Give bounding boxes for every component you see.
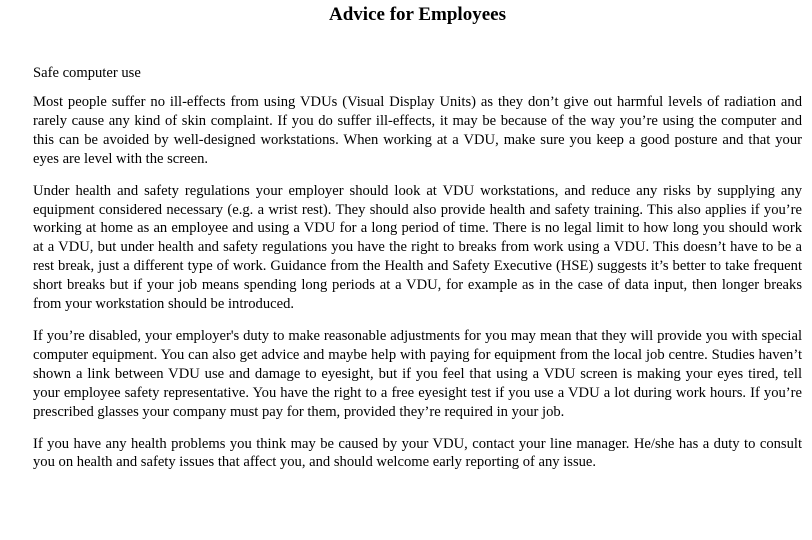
paragraph-regulations: Under health and safety regulations your employer should look at VDU workstations, and reduce any risks by supplying any equipment considered necessary (e.g. a wrist rest). They should also provide health and safety training. This also applies if you’re working at home as an employee and using a VDU for a long period of time. There is no legal limit to how long you should work at a VDU, but under health and safety regulations you have the right to breaks from work using a VDU. This doesn’t have to be a rest break, just a different type of work. Guidance from the Health and Safety Executive (HSE) suggests it’s better to take frequent short breaks but if your job means spending long periods at a VDU, for example as in the case of data input, then longer breaks from your workstation should be introduced. (33, 182, 802, 313)
paragraph-vdu-effects: Most people suffer no ill-effects from using VDUs (Visual Display Units) as they don’t give out harmful levels of radiation and rarely cause any kind of skin complaint. If you do suffer ill-effects, it may be because of the way you’re using the computer and this can be avoided by well-designed workstations. When working at a VDU, make sure you keep a good posture and that your eyes are level with the screen. (33, 94, 802, 167)
document-title: Advice for Employees (329, 4, 506, 25)
paragraph-disabled: If you’re disabled, your employer's duty to make reasonable adjustments for you may mean that they will provide you with special computer equipment. You can also get advice and maybe help with paying for equipment from the local job centre. Studies haven’t shown a link between VDU use and damage to eyesight, but if you feel that using a VDU screen is making your eyes tired, tell your employee safety representative. You have the right to a free eyesight test if you use a VDU a lot during work hours. If you’re prescribed glasses your company must pay for them, provided they’re required in your job. (33, 327, 802, 420)
paragraph-health-problems: If you have any health problems you think may be caused by your VDU, contact your line manager. He/she has a duty to consult you on health and safety issues that affect you, and should welcome early reporting of any issue. (33, 435, 802, 471)
section-heading: Safe computer use (33, 65, 141, 81)
